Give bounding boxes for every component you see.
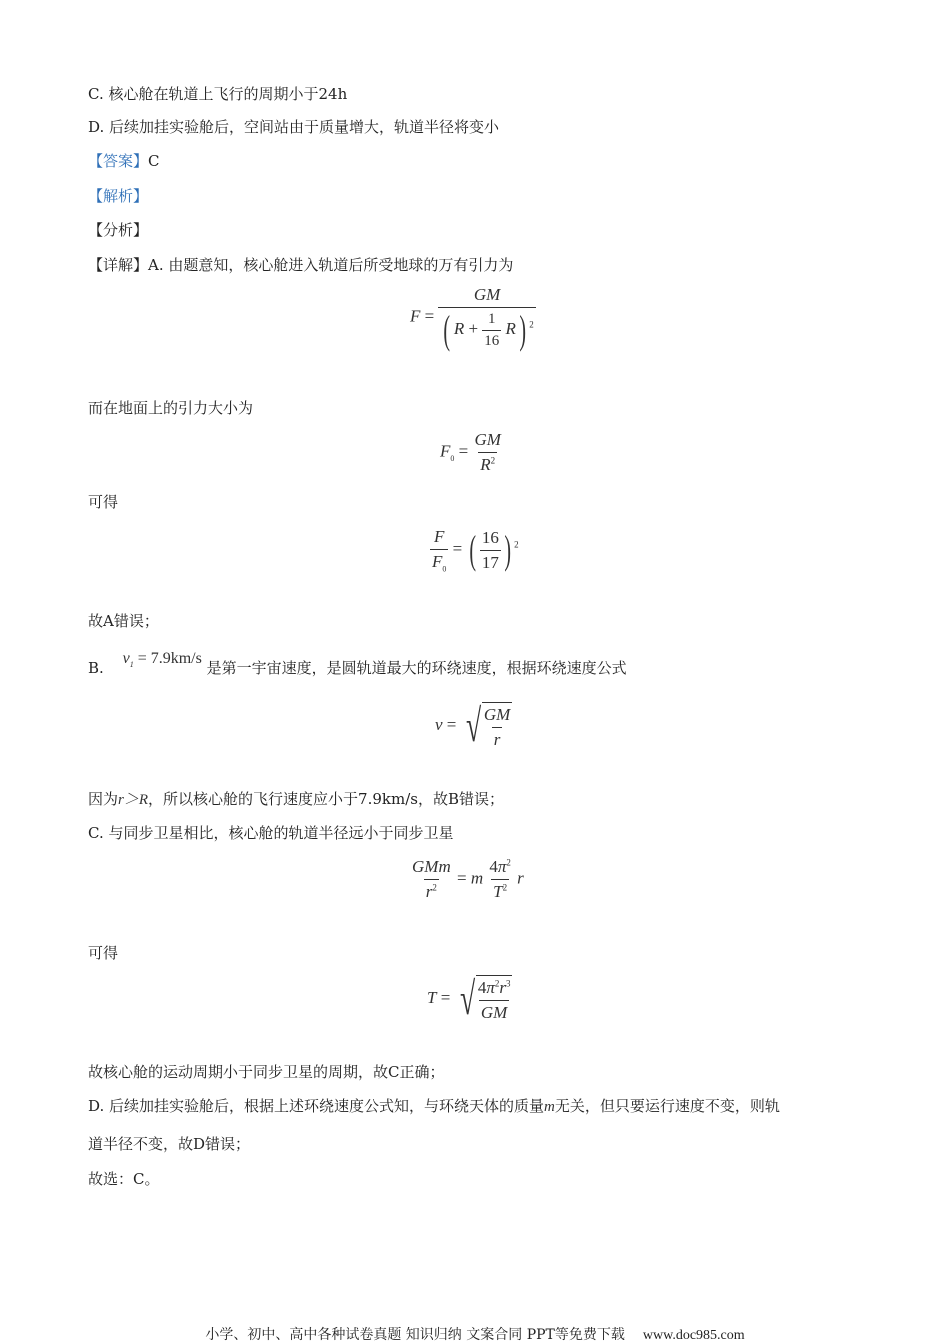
footer-text: 小学、初中、高中各种试卷真题 知识归纳 文案合同 PPT等免费下载: [205, 1327, 625, 1343]
a-wrong-line: 故A错误；: [88, 612, 159, 630]
page-footer: [0, 1324, 950, 1344]
equation-gravity-ground: $F_0$ = $\frac{GM}{R^2}$: [440, 430, 501, 474]
equation-velocity: v = √ $\frac{GM}{r}$: [435, 700, 511, 751]
option-d-line: D. 后续加挂实验舱后，空间站由于质量增大，轨道半径将变小: [88, 118, 500, 136]
detail-line: [88, 255, 513, 275]
c-line: C. 与同步卫星相比，核心舱的轨道半径远小于同步卫星: [88, 824, 454, 842]
equation-gravity-orbit: F = GM ( R + $\frac{1}{16}$ R) $^2$: [410, 285, 534, 352]
c-right-line: 故核心舱的运动周期小于同步卫星的周期，故C正确；: [88, 1063, 445, 1081]
kede-line-2: 可得: [88, 944, 119, 962]
footer-url[interactable]: www.doc985.com: [642, 1328, 745, 1343]
detail-text: A. 由题意知，核心舱进入轨道后所受地球的万有引力为: [148, 256, 514, 274]
kede-line-1: 可得: [88, 493, 119, 511]
b-text: 是第一宇宙速度，是圆轨道最大的环绕速度，根据环绕速度公式: [206, 659, 627, 677]
analysis-label: 【解析】: [88, 187, 149, 205]
answer-line: [88, 151, 160, 171]
d-line-1: D. 后续加挂实验舱后，根据上述环绕速度公式知，与环绕天体的质量m无关，但只要运行速度不变，则轨: [88, 1097, 780, 1115]
b-prefix: B.: [88, 659, 104, 677]
because-line: 因为r＞R，所以核心舱的飞行速度应小于7.9km/s，故B错误；: [88, 790, 504, 808]
choose-line: 故选：C。: [88, 1170, 160, 1188]
option-c-line: C. 核心舱在轨道上飞行的周期小于24h: [88, 85, 348, 103]
ground-line: 而在地面上的引力大小为: [88, 399, 254, 417]
equation-period-balance: $\frac{\text{GMm}}{r^2}$ = m $\frac{4\pi^2}{T^2}$ r: [412, 857, 524, 901]
mass-m: m: [544, 1099, 555, 1115]
detail-label: 【详解】: [88, 256, 149, 274]
fenxi-label: 【分析】: [88, 221, 149, 239]
equation-period: T = √ $\frac{4\pi^2r^3}{GM}$: [427, 973, 511, 1024]
r-gt-R: r＞R: [118, 792, 149, 808]
answer-label: 【答案】: [88, 152, 149, 170]
d-line-2: 道半径不变，故D错误；: [88, 1135, 251, 1153]
b-line: [88, 650, 627, 685]
equation-ratio: $\frac{F}{F_0}$ = ( $\frac{16}{17}$ ) $^2$: [432, 527, 519, 574]
answer-value: C: [148, 152, 160, 170]
v1-formula: $v_1 = 7.9km/s$: [122, 650, 202, 670]
